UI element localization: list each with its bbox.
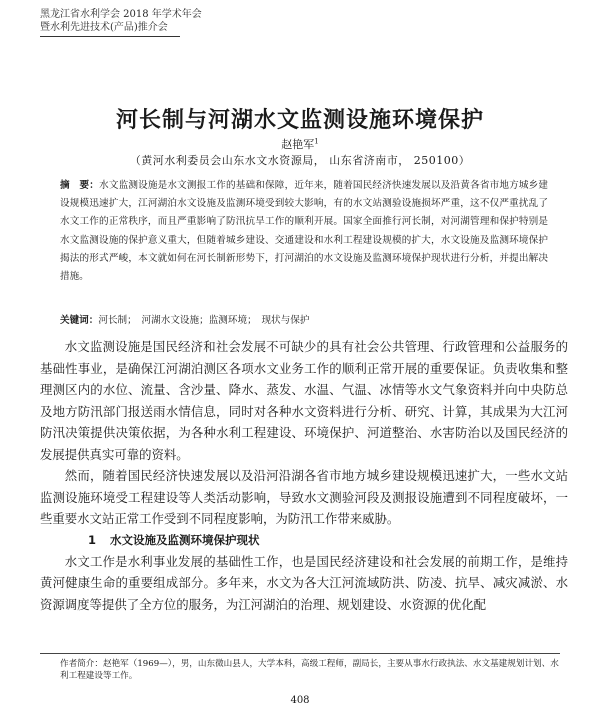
- abstract-label: 摘 要：: [60, 180, 100, 191]
- page-number: 408: [290, 695, 310, 706]
- body-paragraph-3: 水文工作是水利事业发展的基础性工作，也是国民经济建设和社会发展的前期工作，是维持黄河健康生命的重要组成部分。多年来，水文为各大江河流域防洪、防凌、抗旱、减灾减淤、水资源调度等提供了全方位的服务，为江河湖泊的治理、规划建设、水资源的优化配: [40, 553, 568, 612]
- body-paragraph-1: 水文监测设施是国民经济和社会发展不可缺少的具有社会公共管理、行政管理和公益服务的基础性事业，是确保江河湖泊测区各项水文业务工作的顺利正常开展的重要保证。负责收集和整理测区内的水位、流量、含沙量、降水、蒸发、水温、气温、冰情等水文气象资料并向中央防总及地方防汛部门报送雨水情信息，同时对各种水文资料进行分析、研究、计算，其成果为大江河防汛决策提供决策依据，为各种水利工程建设、环境保护、河道整治、水害防治以及国民经济的发展提供真实可靠的资料。: [40, 339, 568, 462]
- header-line-1: 黑龙江省水利学会 2018 年学术年会: [40, 9, 202, 20]
- keywords: [60, 312, 548, 326]
- keywords-text: 河长制； 河湖水文设施；监测环境； 现状与保护: [98, 315, 310, 326]
- abstract: [60, 177, 548, 286]
- author-line: [0, 136, 600, 152]
- section-number: 1: [88, 532, 97, 547]
- affiliation: （黄河水利委员会山东水文水资源局， 山东省济南市， 250100）: [129, 154, 471, 167]
- author-name: 赵艳军: [281, 138, 315, 151]
- body-paragraph-2: 然而，随着国民经济快速发展以及沿河沿湖各省市地方城乡建设规模迅速扩大，一些水文站监测设施环境受工程建设等人类活动影响，导致水文测验河段及测报设施遭到不同程度破坏，一些重要水文站正常工作受到不同程度影响，为防汛工作带来威胁。: [40, 468, 568, 526]
- section-heading: [40, 530, 568, 551]
- header-line-2: 暨水利先进技术(产品)推介会: [40, 22, 168, 33]
- author-footnote: 作者简介：赵艳军（1969—），男，山东微山县人，大学本科，高级工程师，副局长，主要从事水行政执法、水文基建规划计划、水利工程建设等工作。: [60, 659, 559, 681]
- section-title: 水文设施及监测环境保护现状: [110, 532, 260, 547]
- paper-title: 河长制与河湖水文监测设施环境保护: [115, 108, 484, 133]
- keywords-label: 关键词：: [60, 315, 99, 326]
- abstract-text: 水文监测设施是水文测报工作的基础和保障，近年来，随着国民经济快速发展以及沿黄各省市地方城乡建设规模迅速扩大，江河湖泊水文设施及监测环境受到较大影响，有的水文站测验设施损坏严重，这不仅严重扰乱了水文工作的正常秩序，而且严重影响了防汛抗旱工作的顺利开展。国家全面推行河长制，对河湖管理和保护特别是水文监测设施的保护意义重大，但随着城乡建设、交通建设和水利工程建设规模的扩大，水文设施及监测环境保护揭法的形式严峻，本文就如何在河长制新形势下，打河湖泊的水文设施及监测环境保护现状进行分析，并提出解决措施。: [60, 180, 549, 283]
- running-header: [40, 8, 202, 34]
- header-divider: [40, 36, 180, 37]
- author-footnote-mark: 1: [314, 137, 319, 146]
- footnote-divider: [40, 653, 560, 654]
- body-text: [40, 336, 568, 615]
